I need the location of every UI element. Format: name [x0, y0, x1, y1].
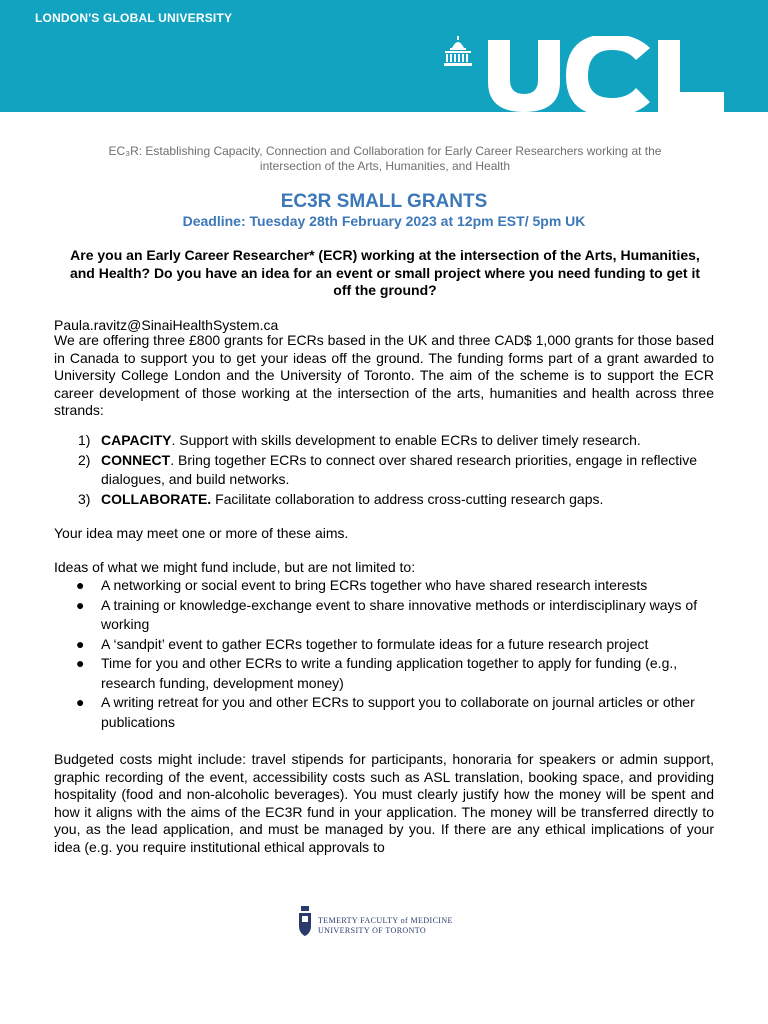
- ideas-list: [54, 576, 714, 732]
- letter-c: [566, 36, 650, 112]
- ec3r-title-line2: intersection of the Arts, Humanities, and Health: [259, 159, 511, 173]
- strand-item: 3) COLLABORATE. Facilitate collaboration to address cross-cutting research gaps.: [78, 490, 604, 507]
- intro-paragraph: We are offering three £800 grants for ECRs based in the UK and three CAD$ 1,000 grants for those based in Canada to support you to get your ideas off the ground. The funding forms part of a grant awarded to University College London and the University of Toronto. The aim of the scheme is to support the ECR career development of those working at the intersection of the arts, humanities and health across three strands:: [54, 332, 714, 418]
- deadline: Deadline: Tuesday 28th February 2023 at 12pm EST/ 5pm UK: [182, 213, 586, 229]
- idea-item: ● A networking or social event to bring ECRs together who have shared research interests: [76, 577, 648, 593]
- ideas-intro: Ideas of what we might fund include, but are not limited to:: [54, 559, 416, 575]
- ec3r-title-line1: EC₃R: Establishing Capacity, Connection and Collaboration for Early Career Researchers working at the: [108, 144, 662, 158]
- ec3r-full-title: [60, 144, 710, 174]
- idea-item: ● A writing retreat for you and other ECRs to support you to collaborate on journal articles or other publications: [76, 694, 695, 730]
- idea-item: ● Time for you and other ECRs to write a funding application together to apply for funding (e.g., research funding, development money): [76, 655, 678, 691]
- letter-l: [658, 40, 724, 112]
- crest-icon: [298, 906, 312, 936]
- costs-paragraph: Budgeted costs might include: travel stipends for participants, honoraria for speakers or admin support, graphic recording of the event, accessibility costs such as ASL translation, booking space, and providing hospitality (food and non-alcoholic beverages). You must clearly justify how the money will be spent and how it aligns with the aims of the EC3R fund in your application. The money will be transferred directly to you, as the lead application, and must be managed by you. If there are any ethical implications of your idea (e.g. you require institutional ethical approvals to: [54, 751, 714, 855]
- uoft-temerty-logo: [298, 906, 473, 942]
- idea-item: ● A ‘sandpit’ event to gather ECRs together to formulate ideas for a future research project: [76, 635, 649, 652]
- intro-question: Are you an Early Career Researcher* (ECR) working at the intersection of the Arts, Humanities, and Health? Do you have an idea for an event or small project where you need funding to get it off the ground?: [69, 247, 701, 298]
- ucl-header-banner: [0, 0, 768, 112]
- idea-item: ● A training or knowledge-exchange event to share innovative methods or interdisciplinary ways of working: [76, 596, 698, 632]
- university-name: UNIVERSITY OF TORONTO: [318, 926, 427, 935]
- faculty-name: TEMERTY FACULTY of MEDICINE: [318, 916, 453, 925]
- letter-u: [488, 40, 560, 112]
- contact-email: Paula.ravitz@SinaiHealthSystem.ca: [54, 317, 279, 333]
- ucl-tagline: LONDON'S GLOBAL UNIVERSITY: [35, 11, 233, 25]
- page-title: EC3R SMALL GRANTS: [280, 191, 488, 212]
- strand-item: 1) CAPACITY. Support with skills development to enable ECRs to deliver timely research.: [78, 432, 641, 448]
- strands-list: [54, 431, 714, 509]
- aims-note: Your idea may meet one or more of these aims.: [54, 525, 349, 541]
- ucl-logo: [440, 36, 730, 112]
- strand-item: 2) CONNECT. Bring together ECRs to connect over shared research priorities, engage in reflective dialogues, and build networks.: [78, 451, 698, 487]
- portico-icon: [444, 36, 472, 66]
